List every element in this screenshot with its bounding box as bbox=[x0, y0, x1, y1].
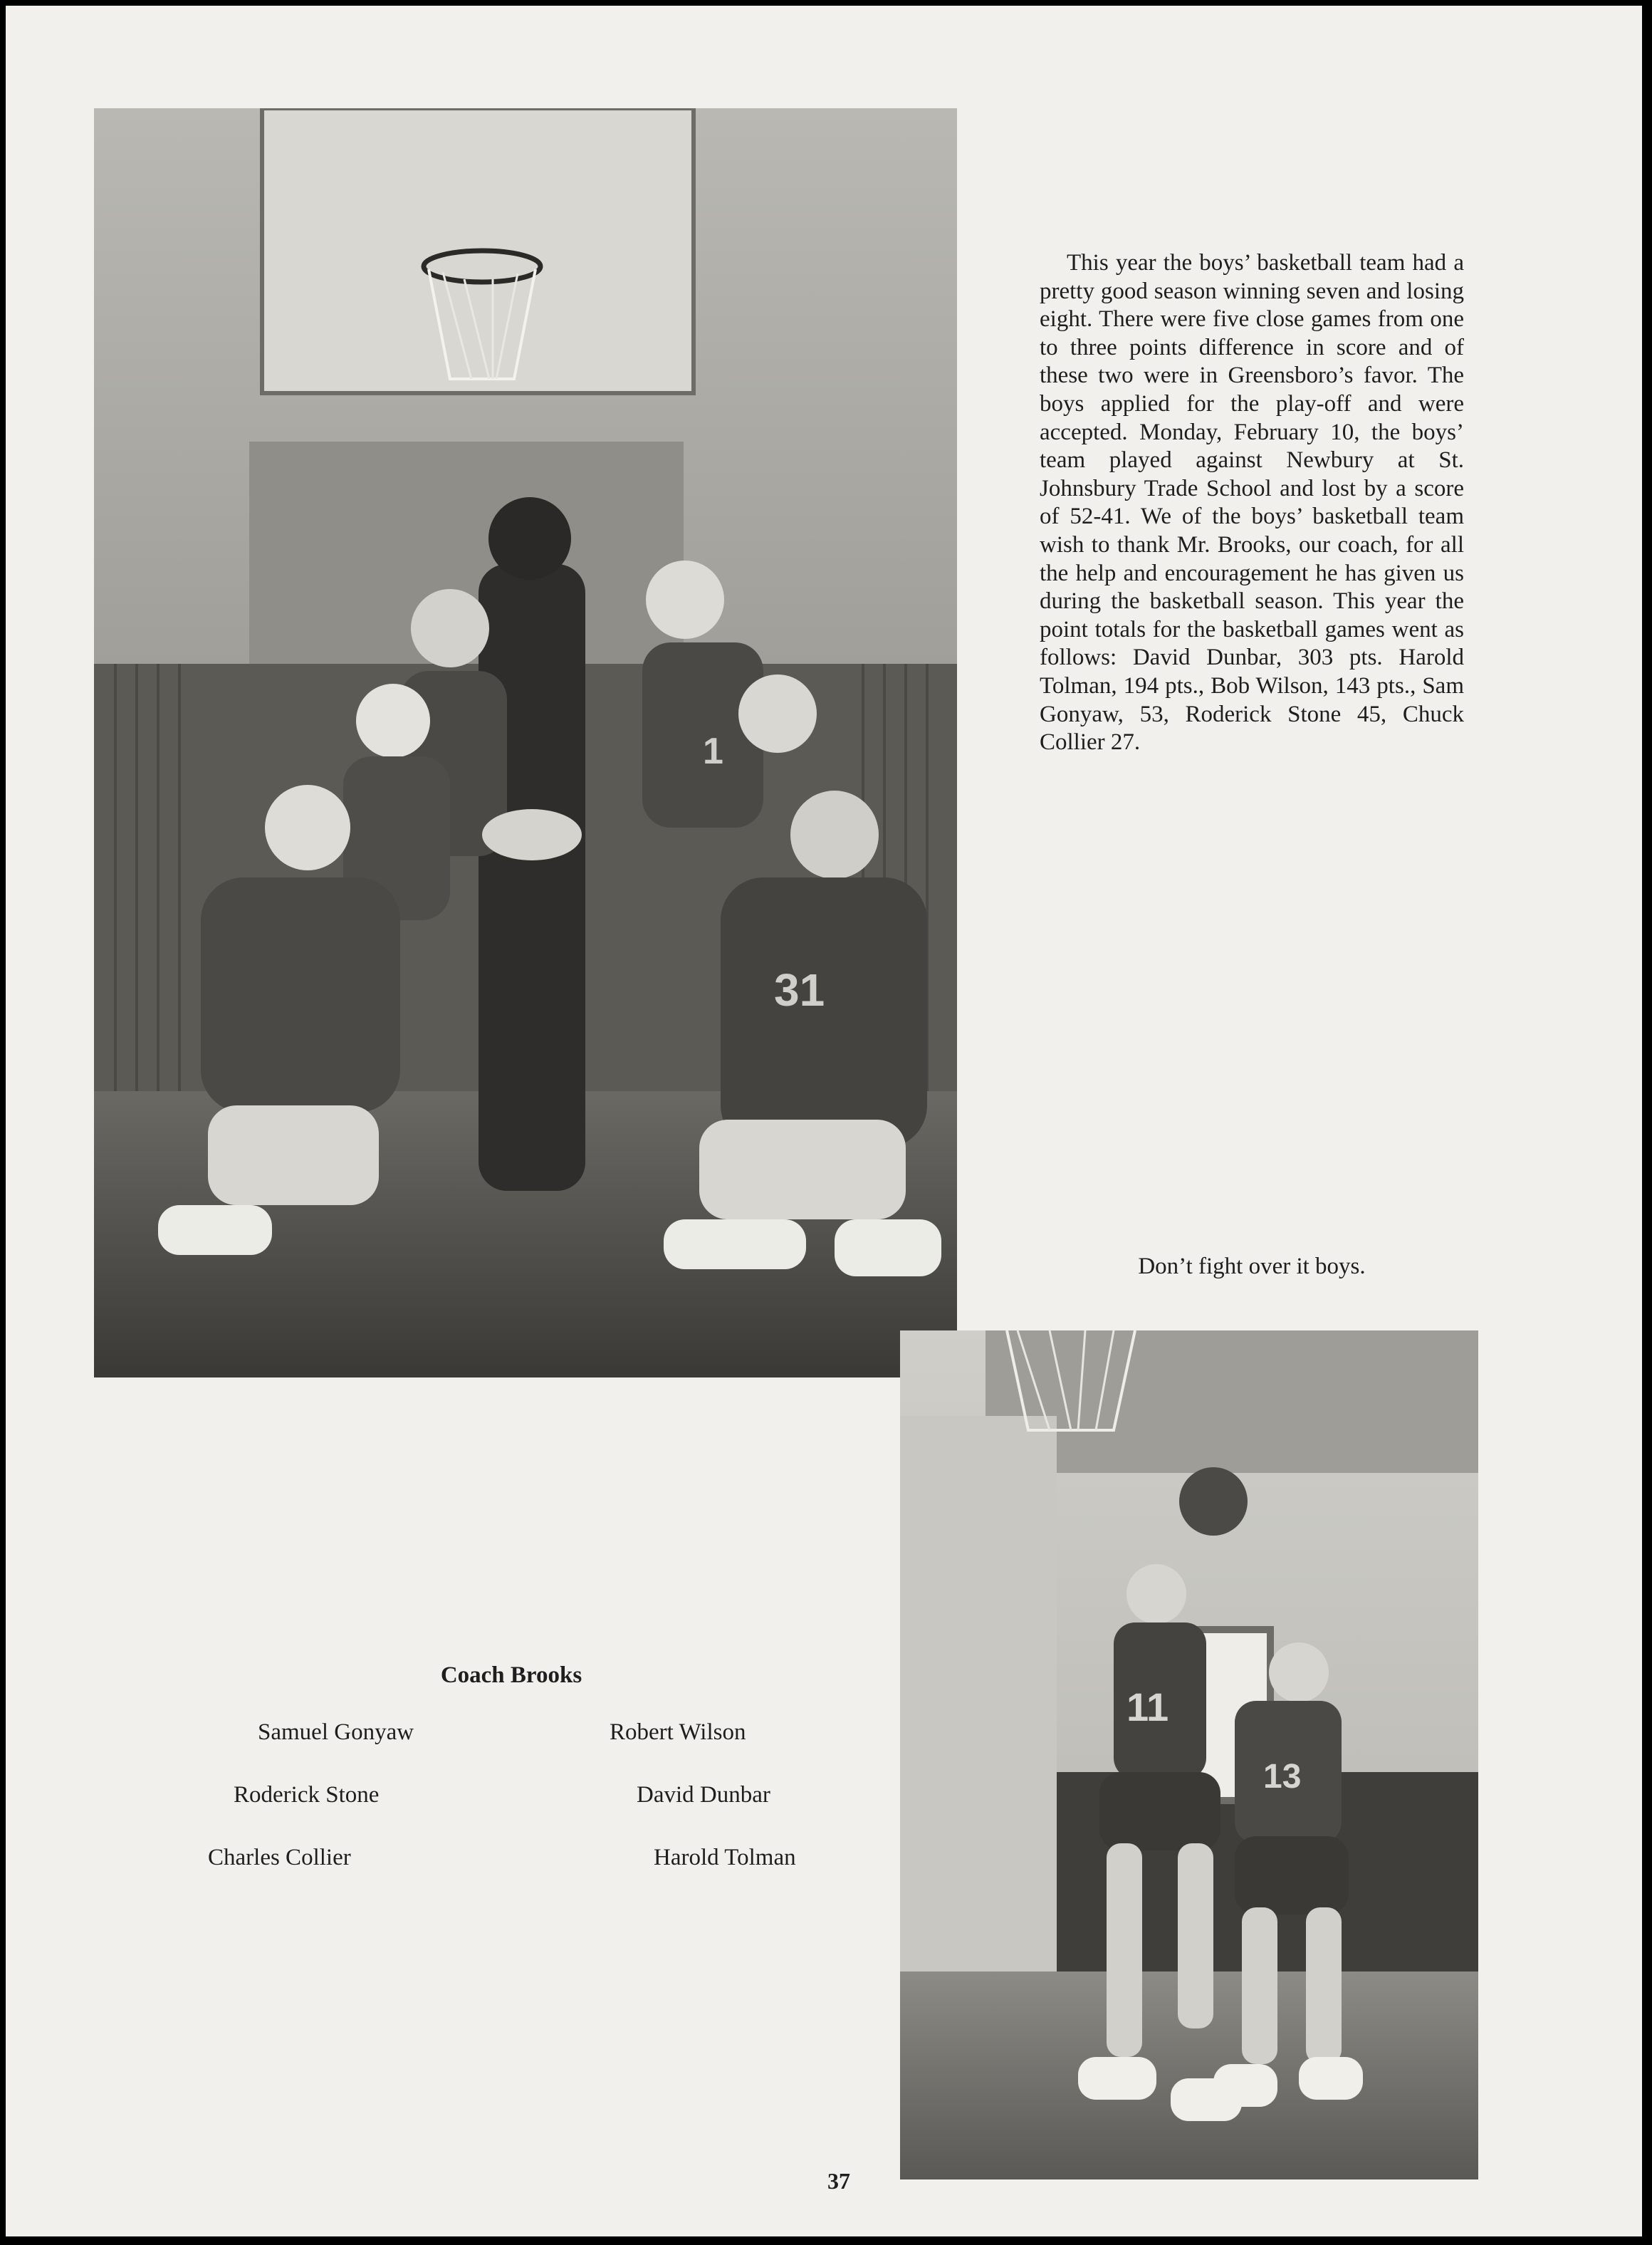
jersey-number-13: 13 bbox=[1263, 1758, 1302, 1796]
yearbook-page bbox=[6, 6, 1642, 2236]
jersey-number-back: 1 bbox=[703, 731, 723, 772]
coach-name: Coach Brooks bbox=[440, 1662, 582, 1688]
coach-head bbox=[488, 497, 571, 580]
page-number: 37 bbox=[827, 2168, 850, 2194]
team-photo-illustration bbox=[94, 108, 957, 1377]
team-photo bbox=[94, 108, 957, 1377]
roster-name: Robert Wilson bbox=[610, 1719, 746, 1745]
basketball bbox=[1179, 1467, 1248, 1536]
coach-figure bbox=[479, 564, 585, 1191]
article-body: This year the boys’ basketball team had a pretty good season winning seven and losing eight. There were five close games from one to three points difference in score and of these two were in Greensboro’s favor. The boys applied for the play-off and were accepted. Monday, February 10, the boys’ team played against Newbury at St. Johnsbury Trade School and lost by a score of 52-41. We of the boys’ basketball team wish to thank Mr. Brooks, our coach, for all the help and encouragement he has given us during the basketball season. This year the point totals for the basketball games went as follows: David Dunbar, 303 pts. Harold Tolman, 194 pts., Bob Wilson, 143 pts., Sam Gonyaw, 53, Roderick Stone 45, Chuck Collier 27. bbox=[1040, 250, 1464, 756]
roster-name: Roderick Stone bbox=[234, 1782, 380, 1808]
action-photo bbox=[900, 1330, 1478, 2179]
jersey-number-11: 11 bbox=[1126, 1684, 1169, 1729]
action-photo-illustration bbox=[900, 1330, 1478, 2179]
roster-name: David Dunbar bbox=[637, 1782, 770, 1808]
roster-name: Samuel Gonyaw bbox=[258, 1719, 414, 1745]
jersey-number-front: 31 bbox=[774, 964, 825, 1016]
ceiling bbox=[986, 1330, 1478, 1473]
player-front-left bbox=[201, 877, 400, 1113]
action-photo-caption: Don’t fight over it boys. bbox=[1138, 1254, 1366, 1279]
roster-name: Charles Collier bbox=[208, 1845, 351, 1870]
roster-name: Harold Tolman bbox=[654, 1845, 796, 1870]
